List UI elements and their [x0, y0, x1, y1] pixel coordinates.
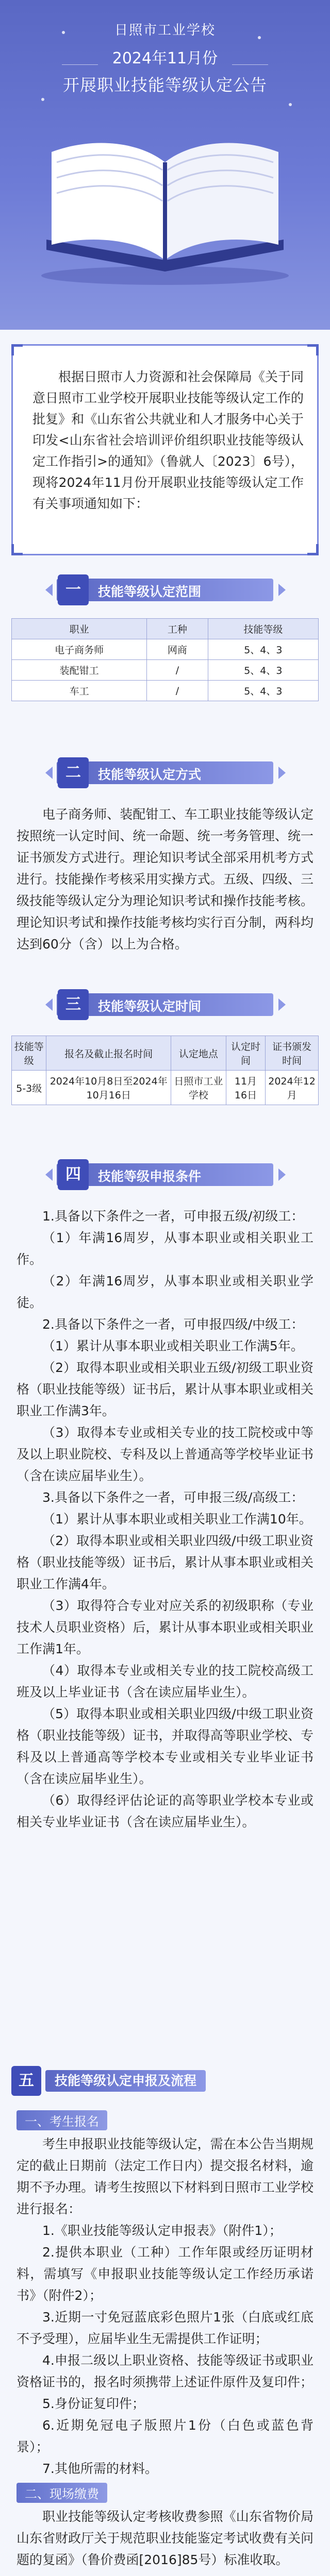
hero-banner [0, 0, 330, 330]
material-item: 3.近期一寸免冠蓝底彩色照片1张（白底或红底不予受理），应届毕业生无需提供工作证明； [16, 2310, 314, 2346]
section-4-title: 技能等级申报条件 [98, 1169, 202, 1184]
condition-paragraph: （3）取得本专业或相关专业的技工院校或中等及以上职业院校、专科及以上普通高等学校毕业证书（含在读应届毕业生）。 [16, 1425, 314, 1483]
table-header-row [12, 619, 319, 639]
table-row [12, 639, 319, 660]
table-header-cell: 报名及截止报名时间 [46, 1036, 171, 1071]
section-2-text: 电子商务师、装配钳工、车工职业技能等级认定按照统一认定时间、统一命题、统一考务管理、统一证书颁发方式进行。理论知识考试全部采用机考方式进行。技能操作考核采用实操方式。五级、四级、三级技能等级认定分为理论知识考试和操作技能考核。理论知识考试和操作技能考核均实行百分制，两科均达到60分（含）以上为合格。 [16, 807, 314, 952]
condition-paragraph: 1.具备以下条件之一者，可申报五级/初级工： [42, 1209, 304, 1224]
section-1-header [0, 574, 330, 605]
section-5-header [11, 2066, 319, 2096]
table-row [12, 660, 319, 681]
table-header-cell: 认定时间 [226, 1036, 265, 1071]
payment-text: 职业技能等级认定考核收费参照《山东省物价局山东省财政厅关于规范职业技能鉴定考试收费有关问题的复函》（鲁价费函[2016]85号）标准收取。 [16, 2509, 314, 2567]
condition-paragraph: （3）取得符合专业对应关系的初级职称（专业技术人员职业资格）后，累计从事本职业或相关职业工作满1年。 [16, 1598, 314, 1656]
intro-box [11, 344, 319, 555]
section-5-body [16, 2107, 314, 2576]
condition-paragraph: （5）取得本职业或相关职业四级/中级工职业资格（职业技能等级）证书，并取得高等职业学校、专科及以上普通高等学校本专业或相关专业毕业证书（含在读应届毕业生）。 [16, 1706, 314, 1786]
table-row [12, 1071, 319, 1105]
material-item: 2.提供本职业（工种）工作年限或经历证明材料，需填写《申报职业技能等级认定工作经历承诺书》（附件2）； [16, 2245, 314, 2303]
condition-paragraph: （2）取得本职业或相关职业五级/初级工职业资格（职业技能等级）证书后，累计从事本职业或相关职业工作满3年。 [16, 1360, 314, 1418]
section-4-number: 四 [58, 1159, 89, 1190]
section-4-header [0, 1159, 330, 1190]
table-cell: 11月16日 [226, 1071, 265, 1105]
hero-school: 日照市工业学校 [114, 23, 216, 38]
condition-paragraph: （6）取得经评估论证的高等职业学校本专业或相关专业毕业证书（含在读应届毕业生）。 [16, 1793, 314, 1829]
condition-paragraph: （2）年满16周岁，从事本职业或相关职业学徒。 [16, 1274, 314, 1310]
section-2-title: 技能等级认定方式 [98, 767, 202, 782]
intro-text: 根据日照市人力资源和社会保障局《关于同意日照市工业学校开展职业技能等级认定工作的批复》和《山东省公共就业和人才服务中心关于印发<山东省社会培训评价组织职业技能等级认定工作指引>的通知》（鲁就人〔2023〕6号），现将2024年11月份开展职业技能等级认定工作有关事项通知如下： [32, 369, 304, 511]
section-2-header [0, 757, 330, 788]
table-cell: 5、4、3 [208, 681, 318, 701]
table-cell: 电子商务师 [12, 639, 147, 660]
table-header-cell: 证书颁发时间 [266, 1036, 319, 1071]
section-1-number: 一 [58, 574, 89, 605]
table-cell: 网商 [147, 639, 208, 660]
table-header-cell: 工种 [147, 619, 208, 639]
section-2-body [16, 804, 314, 955]
condition-paragraph: （1）年满16周岁，从事本职业或相关职业工作。 [16, 1230, 314, 1267]
open-book-icon [36, 121, 294, 286]
table-header-row [12, 1036, 319, 1071]
condition-paragraph: 2.具备以下条件之一者，可申报四级/中级工： [42, 1317, 304, 1332]
condition-paragraph: （1）累计从事本职业或相关职业工作满5年。 [42, 1338, 304, 1353]
subheading-registration: 一、考生报名 [16, 2110, 107, 2130]
condition-paragraph: （2）取得本职业或相关职业四级/中级工职业资格（职业技能等级）证书后，累计从事本职业或相关职业工作满4年。 [16, 1533, 314, 1591]
table-row [12, 681, 319, 701]
section-3-title: 技能等级认定时间 [98, 999, 202, 1014]
condition-paragraph: 3.具备以下条件之一者，可申报三级/高级工： [42, 1490, 304, 1505]
schedule-table [11, 1036, 319, 1105]
section-1-title: 技能等级认定范围 [98, 584, 202, 599]
table-cell: 装配钳工 [12, 660, 147, 681]
condition-paragraph: （1）累计从事本职业或相关职业工作满10年。 [42, 1512, 312, 1527]
section-3-number: 三 [58, 989, 89, 1020]
table-cell: 5-3级 [12, 1071, 46, 1105]
material-item: 6.近期免冠电子版照片1份（白色或蓝色背景）； [16, 2418, 314, 2454]
material-item: 7.其他所需的材料。 [42, 2461, 158, 2476]
material-item: 4.申报二级以上职业资格、技能等级证书或职业资格证书的，报名时须携带上述证件原件及复印件； [16, 2353, 314, 2389]
table-header-cell: 技能等级 [208, 619, 318, 639]
registration-text: 考生申报职业技能等级认定，需在本公告当期规定的截止日期前（法定工作日内）提交报名材料，逾期不予办理。请考生按照以下材料到日照市工业学校进行报名： [16, 2137, 314, 2216]
section-5-title: 技能等级认定申报及流程 [45, 2070, 206, 2092]
table-cell: 2024年10月8日至2024年10月16日 [46, 1071, 171, 1105]
material-item: 1.《职业技能等级认定申报表》（附件1）； [42, 2223, 282, 2238]
subheading-payment: 二、现场缴费 [16, 2483, 107, 2503]
table-cell: 5、4、3 [208, 639, 318, 660]
table-cell: 2024年12月 [266, 1071, 319, 1105]
hero-month: 2024年11月份 [112, 49, 218, 67]
table-cell: 日照市工业学校 [171, 1071, 226, 1105]
table-cell: 车工 [12, 681, 147, 701]
section-3-header [0, 989, 330, 1020]
table-cell: / [147, 660, 208, 681]
table-header-cell: 职业 [12, 619, 147, 639]
table-header-cell: 技能等级 [12, 1036, 46, 1071]
hero-title: 开展职业技能等级认定公告 [62, 75, 267, 95]
section-2-number: 二 [58, 757, 89, 788]
section-4-body [16, 1206, 314, 1833]
condition-paragraph: （4）取得本专业或相关专业的技工院校高级工班及以上毕业证书（含在读应届毕业生）。 [16, 1663, 314, 1700]
section-5-number: 五 [11, 2066, 41, 2096]
table-cell: 5、4、3 [208, 660, 318, 681]
scope-table [11, 618, 319, 701]
material-item: 5.身份证复印件； [42, 2396, 145, 2411]
table-header-cell: 认定地点 [171, 1036, 226, 1071]
table-cell: / [147, 681, 208, 701]
